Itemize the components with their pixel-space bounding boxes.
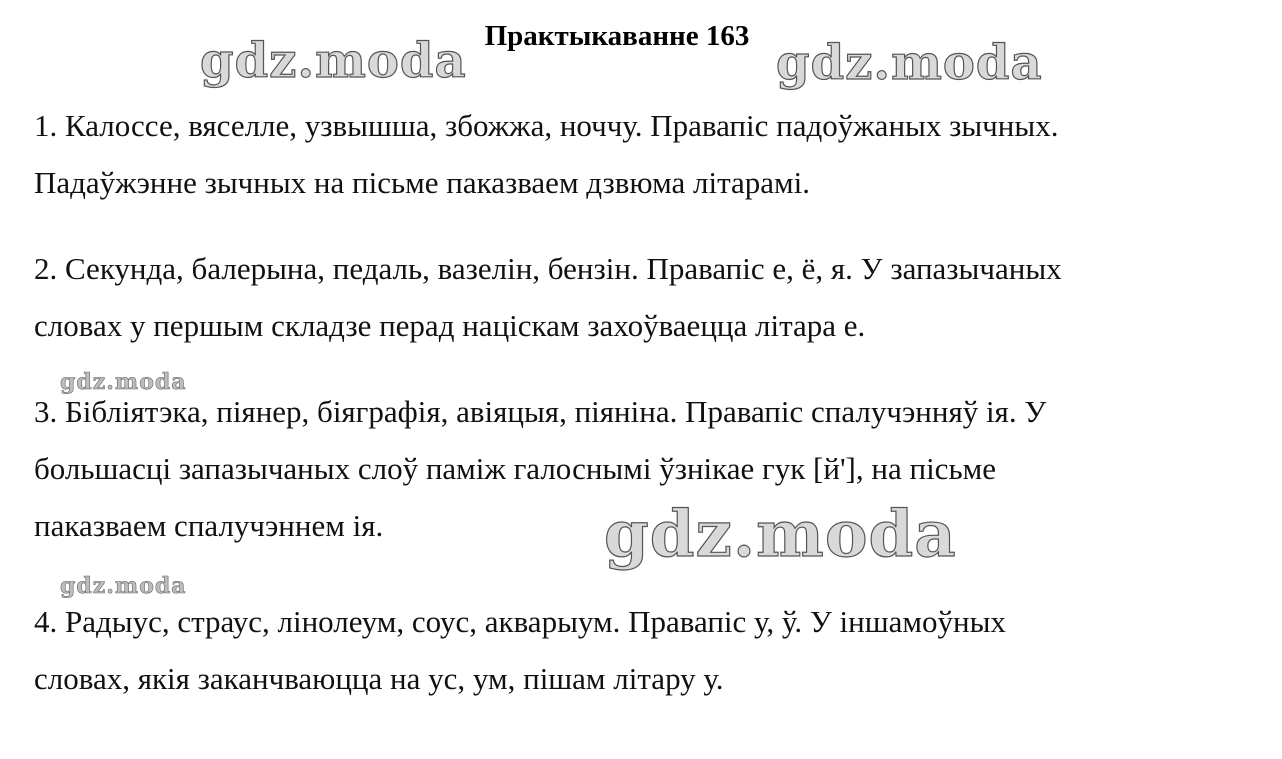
paragraph-3-line-3: паказваем спалучэннем ія. — [34, 508, 384, 543]
answer-paragraph-2 — [34, 240, 1234, 354]
watermark-center: gdz.moda — [604, 497, 957, 572]
paragraph-2-line-1: 2. Секунда, балерына, педаль, вазелін, бензін. Правапіс е, ё, я. У запазычаных — [34, 251, 1062, 286]
answer-paragraph-1 — [34, 97, 1234, 211]
answer-paragraph-3 — [34, 383, 1234, 554]
watermark-top-right: gdz.moda — [776, 35, 1043, 91]
paragraph-1-line-1: 1. Калоссе, вяселле, узвышша, збожжа, ноччу. Правапіс падоўжаных зычных. — [34, 108, 1059, 143]
paragraph-2-line-2: словах у першым складзе перад націскам захоўваецца літара е. — [34, 308, 866, 343]
paragraph-3-line-1: 3. Бібліятэка, піянер, біяграфія, авіяцыя, піяніна. Правапіс спалучэнняў ія. У — [34, 394, 1047, 429]
watermark-small-2: gdz.moda — [60, 573, 187, 599]
exercise-title: Практыкаванне 163 — [484, 20, 750, 52]
paragraph-1-line-2: Падаўжэнне зычных на пісьме паказваем дзвюма літарамі. — [34, 165, 811, 200]
watermark-small-1: gdz.moda — [60, 369, 187, 395]
paragraph-3-line-2: большасці запазычаных слоў паміж галоснымі ўзнікае гук [й'], на пісьме — [34, 451, 996, 486]
watermark-top-left: gdz.moda — [200, 33, 467, 89]
paragraph-4-line-1: 4. Радыус, страус, лінолеум, соус, акварыум. Правапіс у, ў. У іншамоўных — [34, 604, 1006, 639]
answer-paragraph-4 — [34, 593, 1234, 707]
paragraph-4-line-2: словах, якія заканчваюцца на ус, ум, пішам літару у. — [34, 661, 724, 696]
